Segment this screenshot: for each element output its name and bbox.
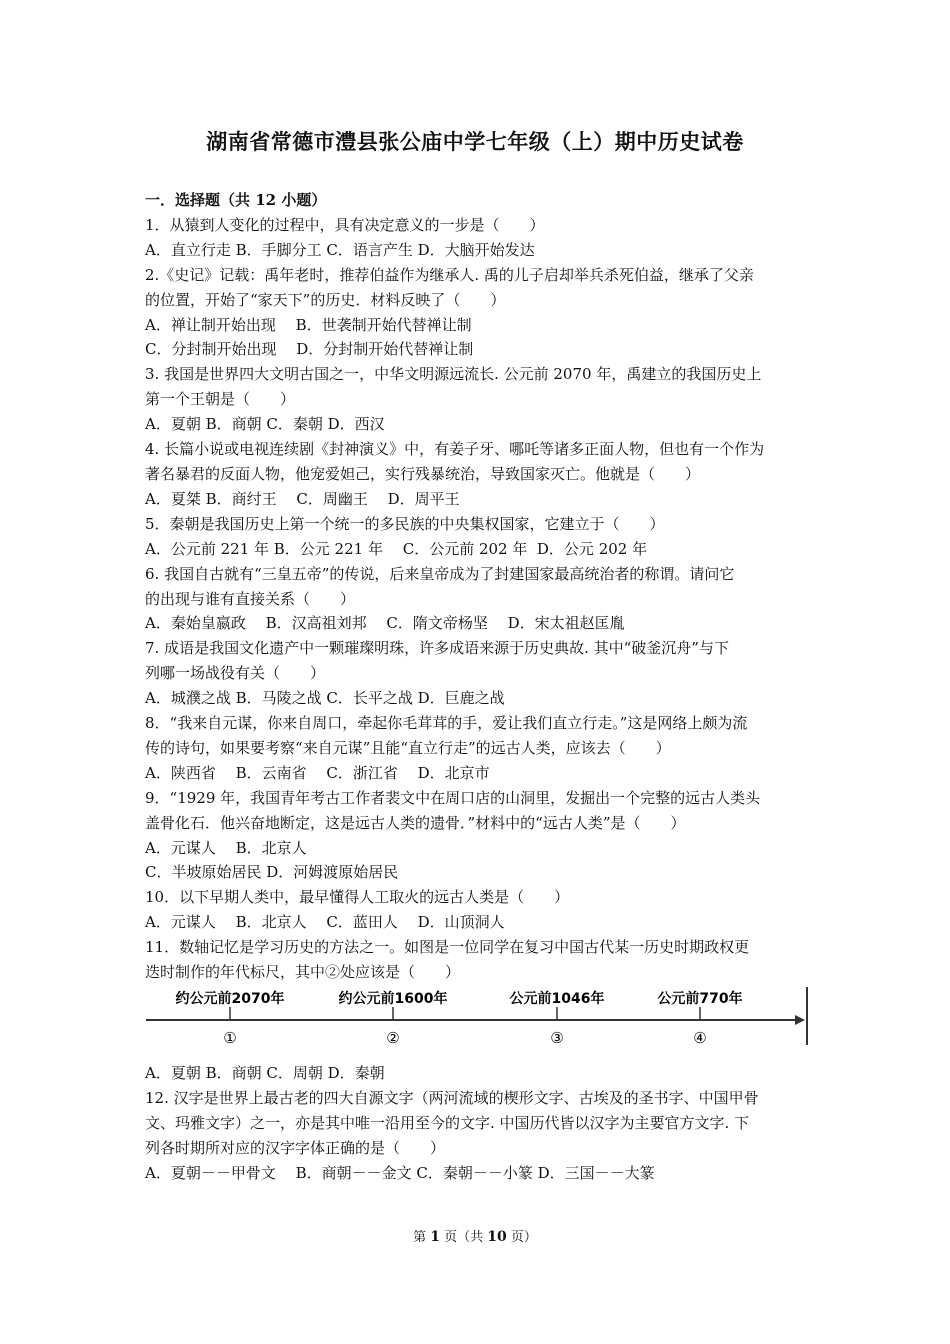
text-line: A．夏朝 B．商朝 C．周朝 D．秦朝 (145, 1064, 385, 1082)
timeline-marker: ④ (693, 1029, 707, 1047)
text-line: A．城濮之战 B．马陵之战 C．长平之战 D．巨鹿之战 (145, 689, 505, 708)
text-line: 第一个王朝是（ ） (145, 390, 296, 409)
text-line: A．元谋人 B．北京人 (145, 838, 307, 857)
text-line: A．直立行走 B．手脚分工 C．语言产生 D．大脑开始发达 (145, 240, 535, 259)
timeline-tick-1 (176, 990, 285, 1047)
questions-11-options-and-12 (145, 1061, 810, 1186)
timeline-label: 公元前1046年 (509, 991, 605, 1007)
text-line: 9．“1929 年，我国青年考古工作者裴文中在周口店的山洞里，发掘出一个完整的远古人类头 (145, 788, 761, 807)
text-line: A．陕西省 B．云南省 C．浙江省 D．北京市 (145, 763, 490, 782)
questions-1-to-11 (145, 213, 810, 985)
text-line: 的位置，开始了“家天下”的历史．材料反映了（ ） (145, 290, 506, 309)
page-title: 湖南省常德市澧县张公庙中学七年级（上）期中历史试卷 (206, 129, 744, 154)
text-line: 3. 我国是世界四大文明古国之一，中华文明源远流长. 公元前 2070 年，禹建立的我国历史上 (145, 365, 762, 384)
timeline-label: 约公元前1600年 (338, 991, 448, 1007)
timeline-marker: ① (223, 1029, 237, 1047)
text-line: C．半坡原始居民 D．河姆渡原始居民 (145, 863, 399, 882)
text-line: 传的诗句，如果要考察“来自元谋”且能“直立行走”的远古人类，应该去（ ） (145, 738, 671, 757)
text-line: 的出现与谁有直接关系（ ） (145, 589, 356, 608)
timeline-ruler (145, 985, 810, 1051)
timeline-arrow-icon (795, 1015, 805, 1025)
exam-content (145, 188, 810, 1186)
section-heading: 一．选择题（共 12 小题） (145, 191, 327, 209)
footer-total-pages: 10 (487, 1229, 507, 1245)
text-line: 迭时制作的年代标尺，其中②处应该是（ ） (145, 963, 461, 982)
text-line: 1．从猿到人变化的过程中，具有决定意义的一步是（ ） (145, 215, 545, 234)
timeline-marker: ③ (550, 1029, 564, 1047)
text-line: 8．“我来自元谋，你来自周口，牵起你毛茸茸的手，爱让我们直立行走。”这是网络上颇为流 (145, 714, 748, 733)
text-line: 11．数轴记忆是学习历史的方法之一。如图是一位同学在复习中国古代某一历史时期政权更 (145, 938, 750, 957)
text-line: C．分封制开始出现 D．分封制开始代替禅让制 (145, 340, 474, 359)
footer-page-number: 1 (430, 1229, 440, 1245)
timeline-marker: ② (386, 1029, 400, 1047)
timeline-label: 约公元前2070年 (175, 991, 285, 1007)
text-line: 5．秦朝是我国历史上第一个统一的多民族的中央集权国家，它建立于（ ） (145, 514, 665, 533)
text-line: 列各时期所对应的汉字字体正确的是（ ） (145, 1138, 446, 1157)
footer-middle: 页（共 (440, 1230, 488, 1245)
text-line: A．秦始皇嬴政 B．汉高祖刘邦 C．隋文帝杨坚 D．宋太祖赵匡胤 (145, 614, 625, 633)
text-line: A．公元前 221 年 B．公元 221 年 C．公元前 202 年 D．公元 202 年 (145, 539, 648, 558)
text-line: A．夏桀 B．商纣王 C．周幽王 D．周平王 (145, 489, 460, 508)
text-line: A．元谋人 B．北京人 C．蓝田人 D．山顶洞人 (145, 913, 505, 932)
text-line: 12. 汉字是世界上最古老的四大自源文字（两河流域的楔形文字、古埃及的圣书字、中国甲骨 (145, 1088, 759, 1107)
text-line: 2.《史记》记载：禹年老时，推荐伯益作为继承人. 禹的儿子启却举兵杀死伯益，继承了父亲 (145, 265, 754, 284)
timeline-tick-3 (510, 990, 605, 1047)
text-line: 4. 长篇小说或电视连续剧《封神演义》中，有姜子牙、哪吒等诸多正面人物，但也有一个作为 (145, 440, 765, 459)
text-line: 列哪一场战役有关（ ） (145, 664, 326, 683)
text-line: 盖骨化石．他兴奋地断定，这是远古人类的遗骨．”材料中的“远古人类”是（ ） (145, 813, 686, 832)
timeline-tick-4 (657, 990, 742, 1047)
timeline-tick-2 (339, 990, 448, 1047)
page-footer (0, 1226, 950, 1245)
text-line: 著名暴君的反面人物，他宠爱妲己，实行残暴统治，导致国家灭亡。他就是（ ） (145, 464, 701, 483)
text-line: 6. 我国自古就有“三皇五帝”的传说，后来皇帝成为了封建国家最高统治者的称谓。请问它 (145, 564, 735, 583)
text-line: 7. 成语是我国文化遗产中一颗璀璨明珠，许多成语来源于历史典故. 其中“破釜沉舟”与下 (145, 639, 729, 658)
text-line: 文、玛雅文字）之一，亦是其中唯一沿用至今的文字. 中国历代皆以汉字为主要官方文字. 下 (145, 1113, 750, 1132)
timeline-figure (145, 985, 810, 1051)
footer-suffix: 页） (506, 1230, 537, 1245)
timeline-label: 公元前770年 (657, 991, 743, 1007)
text-line: 10．以下早期人类中，最早懂得人工取火的远古人类是（ ） (145, 888, 570, 907)
text-line: A．夏朝 B．商朝 C．秦朝 D．西汉 (145, 415, 385, 434)
text-line: A．夏朝－－甲骨文 B．商朝－－金文 C．秦朝－－小篆 D．三国－－大篆 (145, 1163, 655, 1182)
text-line: A．禅让制开始出现 B．世袭制开始代替禅让制 (145, 315, 472, 334)
footer-prefix: 第 (413, 1230, 431, 1245)
